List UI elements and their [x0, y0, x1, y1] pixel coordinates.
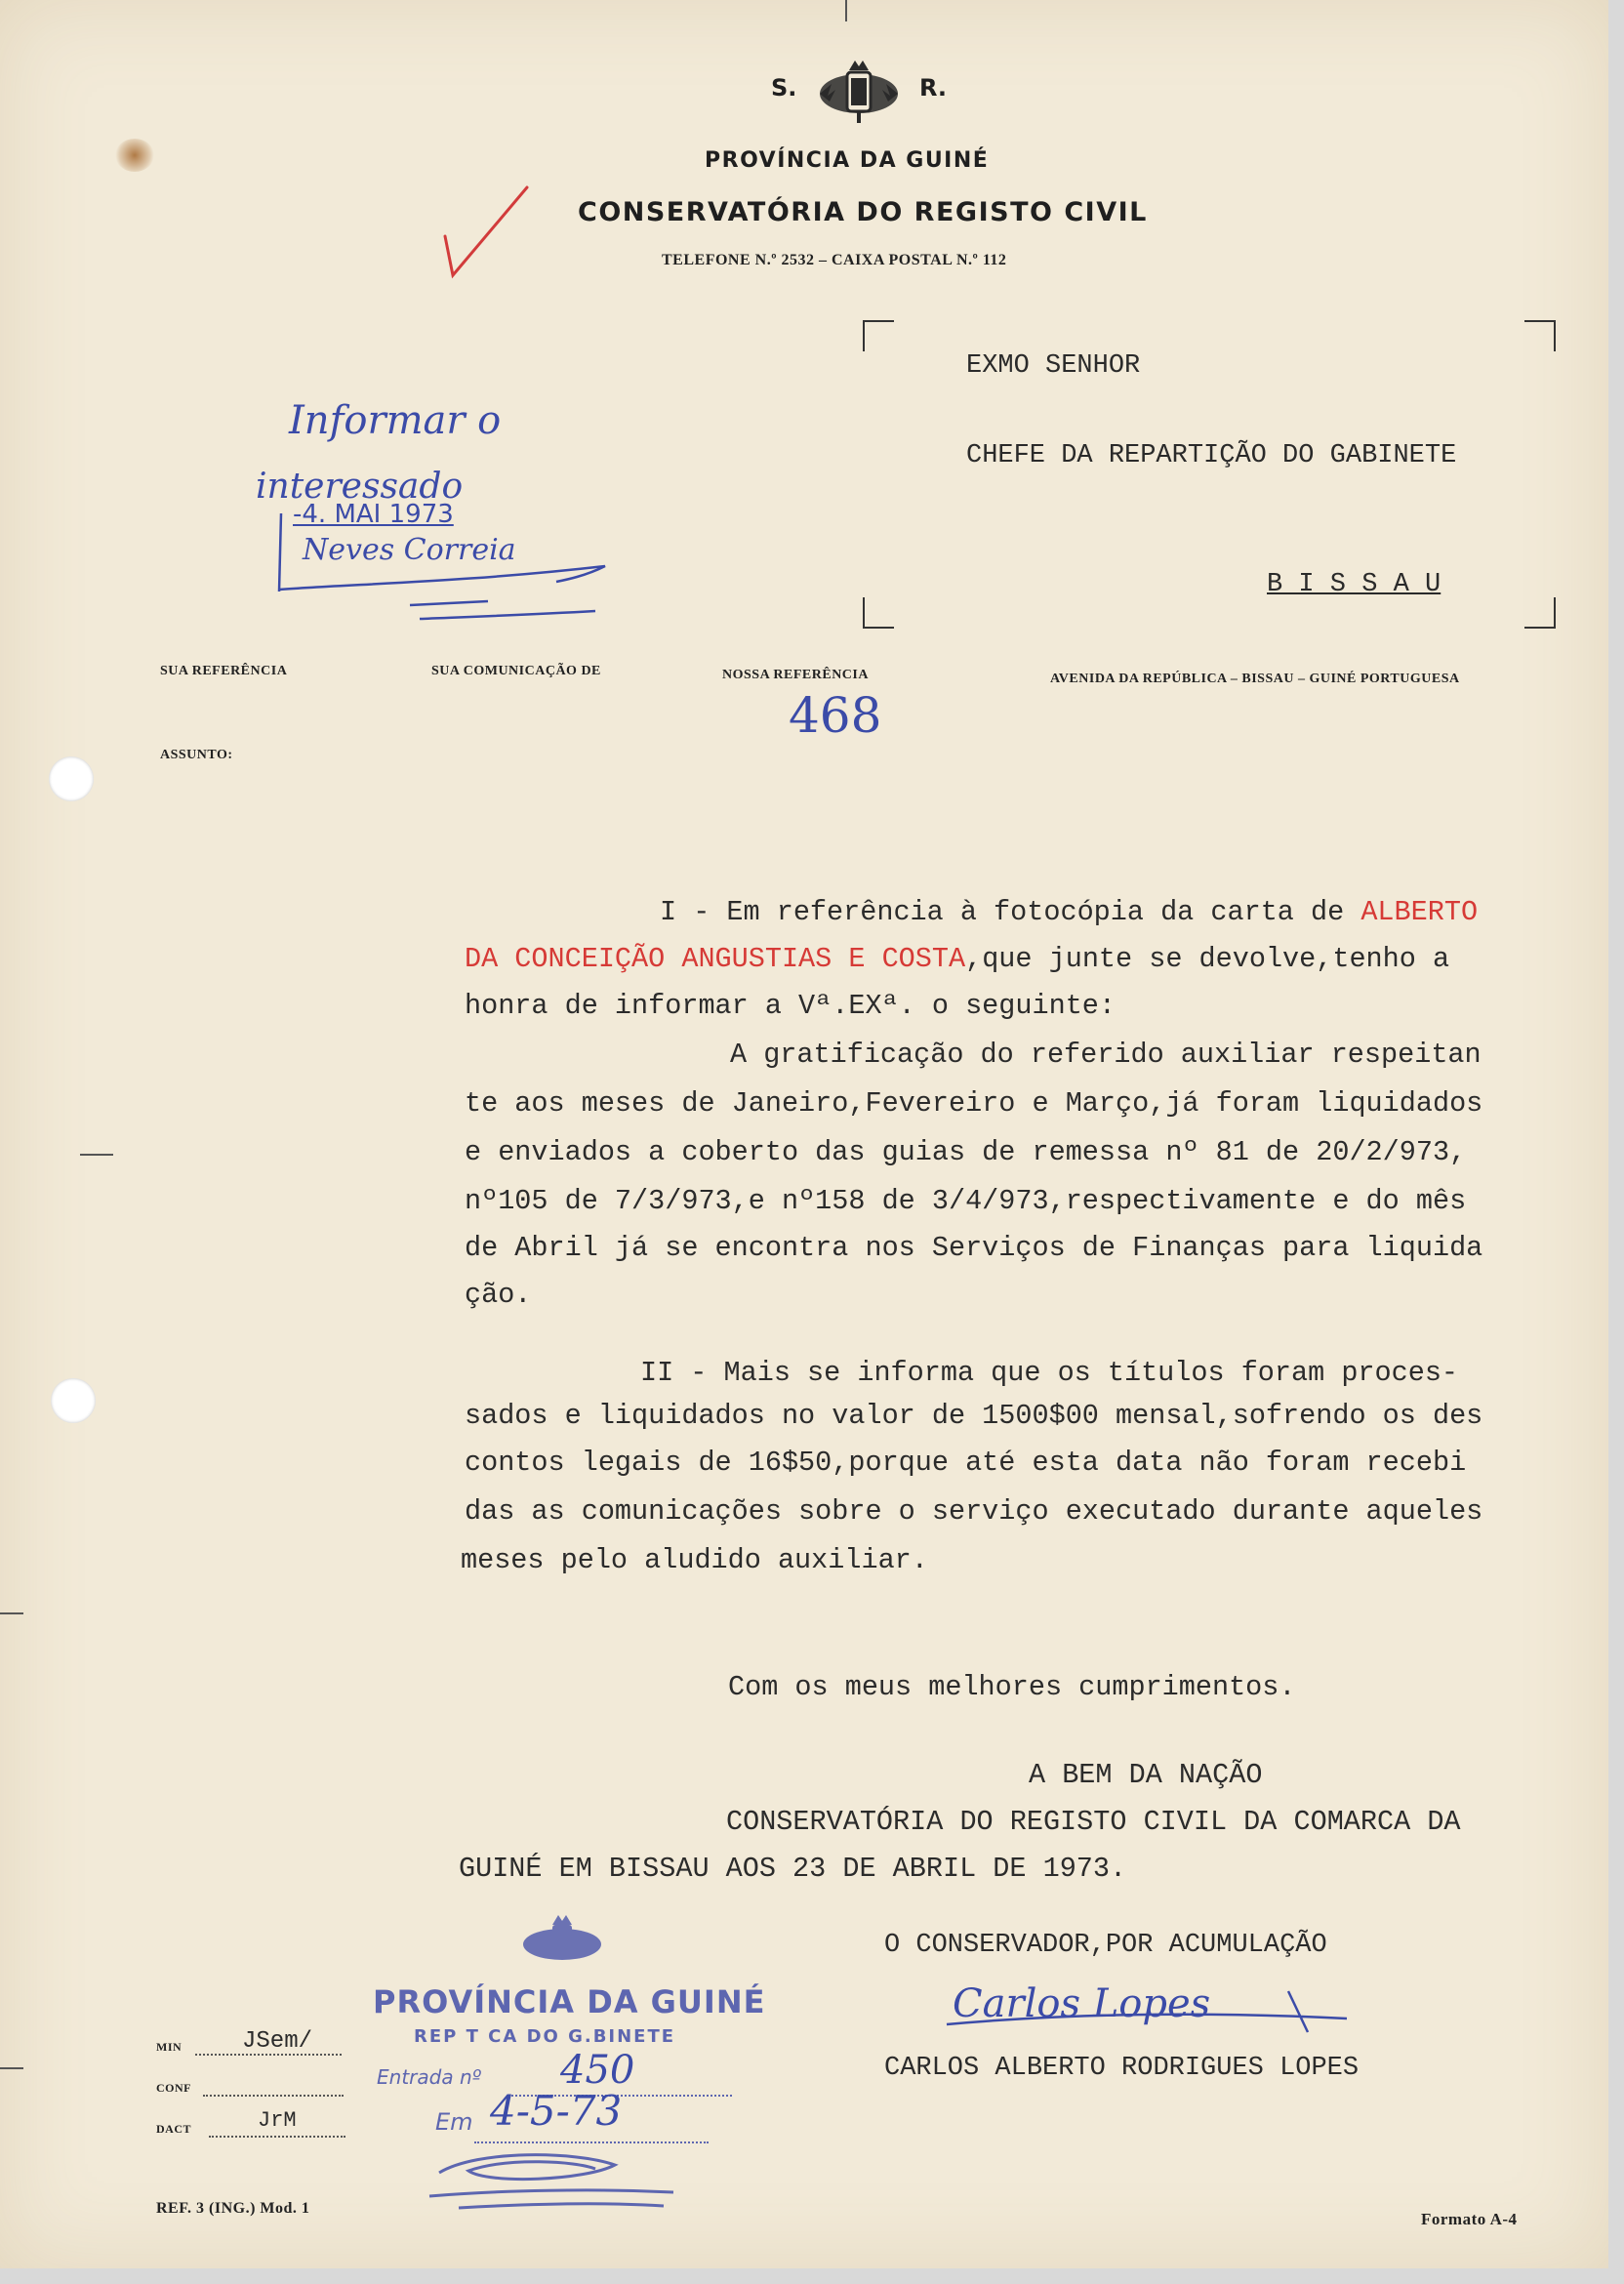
handwritten-date-stamp: -4. MAI 1973 [293, 500, 454, 529]
label-nossa-referencia: NOSSA REFERÊNCIA [722, 668, 869, 682]
label-assunto: ASSUNTO: [160, 748, 233, 762]
margin-tick-3 [0, 2067, 23, 2069]
body-p1-line1 [660, 896, 1478, 928]
margin-tick-2 [0, 1612, 23, 1614]
margin-tick-1 [80, 1154, 113, 1156]
body-p2-line1: II - Mais se informa que os títulos foram proces- [640, 1357, 1459, 1389]
body-p1-line2 [465, 943, 1449, 975]
punch-hole-top [49, 756, 94, 801]
letterhead-s: S. [771, 74, 797, 102]
letterhead-contact: TELEFONE N.º 2532 – CAIXA POSTAL N.º 112 [662, 252, 1007, 268]
letterhead-r: R. [919, 74, 948, 102]
stamp-line2: REP T CA DO G.BINETE [414, 2026, 676, 2047]
body-p1-line1-text: I - Em referência à fotocópia da carta de [660, 896, 1361, 928]
letterhead-office: CONSERVATÓRIA DO REGISTO CIVIL [578, 197, 1148, 227]
coat-of-arms-icon [812, 57, 906, 127]
stamp-signature-scribble [420, 2143, 693, 2222]
window-corner-bl [863, 597, 894, 629]
body-p1-line6: e enviados a coberto das guias de remessa nº 81 de 20/2/973, [465, 1136, 1467, 1168]
stamp-entry-date: 4-5-73 [490, 2087, 623, 2135]
signatory-signature: Carlos Lopes [953, 1981, 1211, 2026]
body-p2-line5: meses pelo aludido auxiliar. [461, 1544, 928, 1576]
handwritten-strokes [273, 508, 615, 634]
addressee-city: B I S S A U [1267, 570, 1441, 599]
footer-dact-dots [209, 2136, 345, 2138]
body-p1-line2-text: ,que junte se devolve,tenho a [965, 943, 1450, 975]
stamp-entry-number: 450 [560, 2048, 635, 2093]
closing-line2: CONSERVATÓRIA DO REGISTO CIVIL DA COMARCA DA [726, 1806, 1461, 1838]
footer-format: Formato A-4 [1421, 2210, 1518, 2228]
closing-line1: A BEM DA NAÇÃO [1029, 1759, 1263, 1791]
stamp-line1: PROVÍNCIA DA GUINÉ [373, 1983, 766, 2020]
footer-conf-dots [203, 2095, 344, 2097]
window-corner-tr [1524, 320, 1556, 351]
stamp-line4-label: Em [435, 2108, 473, 2136]
footer-dact-value: JrM [258, 2108, 297, 2133]
addressee-name-part1: ALBERTO [1360, 896, 1479, 928]
addressee-line2: CHEFE DA REPARTIÇÃO DO GABINETE [966, 441, 1457, 470]
handwritten-signature: Neves Correia [303, 533, 516, 567]
body-p1-line8: de Abril já se encontra nos Serviços de Finanças para liquida [465, 1232, 1483, 1264]
footer-form-ref: REF. 3 (ING.) Mod. 1 [156, 2200, 310, 2217]
signatory-title: O CONSERVADOR,POR ACUMULAÇÃO [884, 1931, 1327, 1960]
addressee-line1: EXMO SENHOR [966, 351, 1141, 381]
signatory-name: CARLOS ALBERTO RODRIGUES LOPES [884, 2054, 1360, 2083]
body-p1-line7: nº105 de 7/3/973,e nº158 de 3/4/973,respectivamente e do mês [465, 1185, 1467, 1217]
body-p1-line5: te aos meses de Janeiro,Fevereiro e Março,já foram liquidados [465, 1087, 1483, 1120]
body-p2-line2: sados e liquidados no valor de 1500$00 mensal,sofrendo os des [465, 1400, 1483, 1432]
label-sua-comunicacao: SUA COMUNICAÇÃO DE [431, 664, 601, 678]
window-corner-tl [863, 320, 894, 351]
check-mark-icon [437, 182, 535, 283]
top-margin-mark [845, 0, 847, 21]
window-corner-br [1524, 597, 1556, 629]
rust-stain [115, 139, 154, 172]
body-p1-line9: ção. [465, 1279, 532, 1311]
handwritten-note-line2: interessado [256, 467, 464, 507]
greeting: Com os meus melhores cumprimentos. [728, 1671, 1296, 1703]
footer-conf-label: CONF [156, 2081, 191, 2095]
footer-min-label: MIN [156, 2040, 183, 2054]
body-p2-line3: contos legais de 16$50,porque até esta data não foram recebi [465, 1447, 1467, 1479]
body-p1-line3: honra de informar a Vª.EXª. o seguinte: [465, 990, 1116, 1022]
letterhead-province: PROVÍNCIA DA GUINÉ [705, 148, 990, 173]
closing-line3: GUINÉ EM BISSAU AOS 23 DE ABRIL DE 1973. [459, 1853, 1127, 1885]
label-sua-referencia: SUA REFERÊNCIA [160, 664, 288, 678]
footer-dact-label: DACT [156, 2122, 192, 2136]
addressee-name-part2: DA CONCEIÇÃO ANGUSTIAS E COSTA [465, 943, 966, 975]
punch-hole-bottom [51, 1378, 96, 1423]
nossa-referencia-value: 468 [789, 687, 882, 744]
stamp-line3-label: Entrada nº [377, 2065, 482, 2089]
handwritten-note-line1: Informar o [289, 398, 502, 443]
body-p2-line4: das as comunicações sobre o serviço executado durante aqueles [465, 1495, 1483, 1528]
label-address: AVENIDA DA REPÚBLICA – BISSAU – GUINÉ PORTUGUESA [1050, 672, 1460, 686]
body-p1-line4: A gratificação do referido auxiliar respeitan [730, 1039, 1482, 1071]
footer-min-value: JSem/ [242, 2028, 313, 2055]
signature-flourish [937, 1985, 1366, 2044]
stamp-crest-icon [513, 1915, 611, 1970]
